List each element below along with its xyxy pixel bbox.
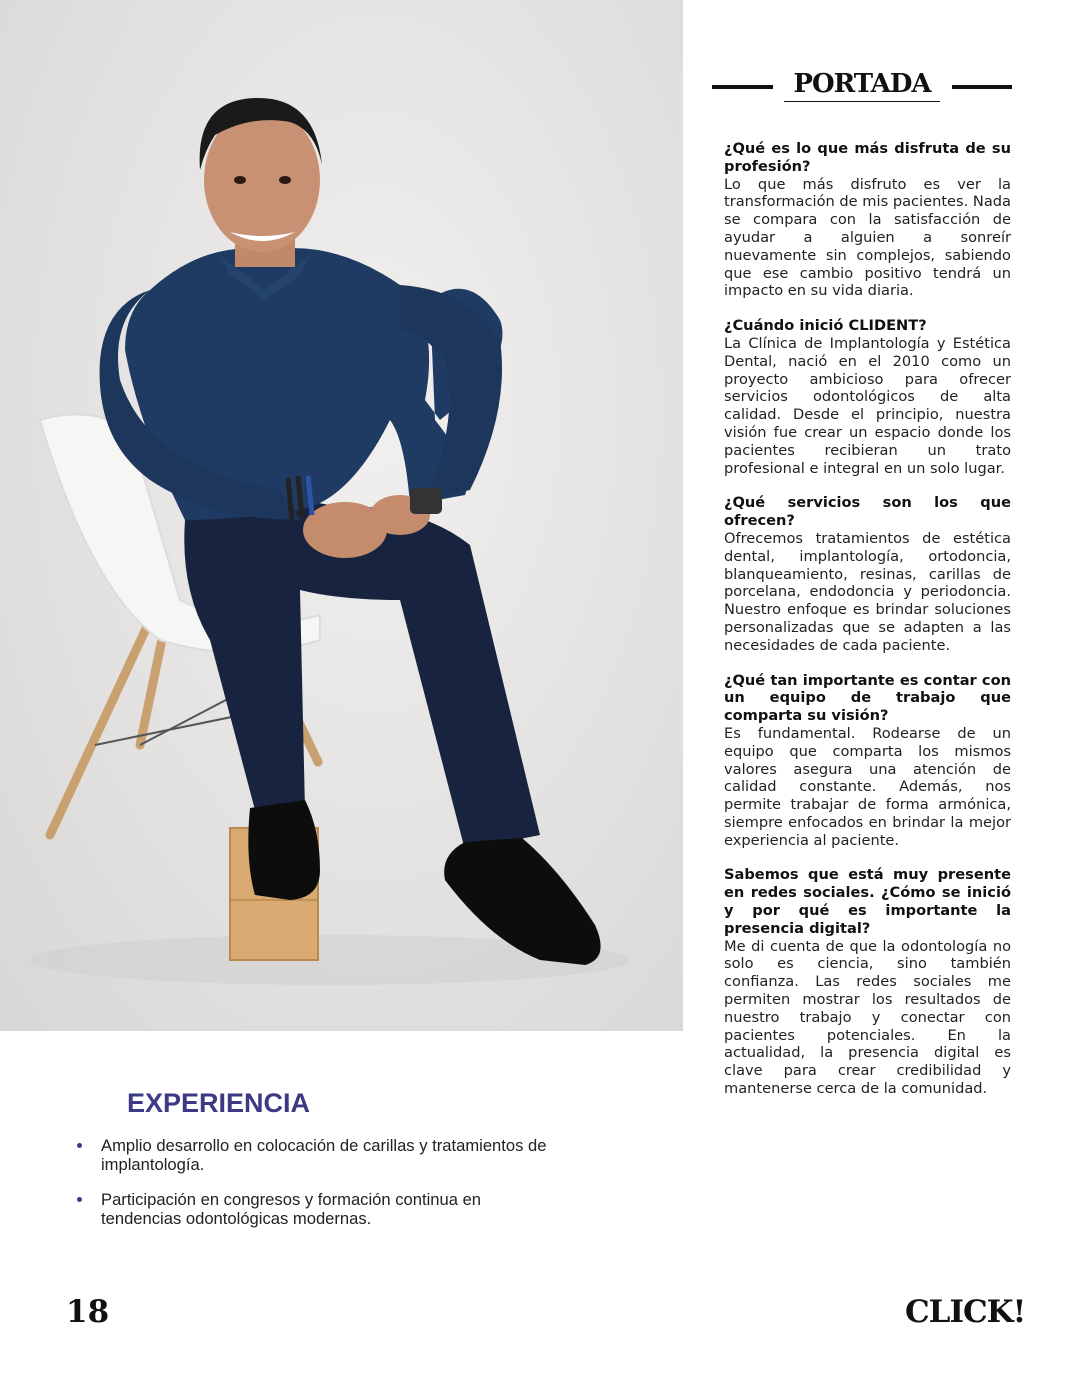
interview-answer: Me di cuenta de que la odontología no solo es ciencia, sino también confianza. Las redes sociales me permiten mostrar los resultados de nuestro trabajo y conectar con pacientes potenciales. En la actualidad, la presencia digital es clave para crear credibilidad y mantenerse cerca de la comunidad. — [724, 937, 1011, 1098]
header-rule-right — [952, 85, 1012, 89]
section-title: PORTADA — [784, 68, 940, 102]
experience-item — [77, 1190, 547, 1228]
interview-question: ¿Qué es lo que más disfruta de su profesión? — [724, 140, 1011, 175]
section-header — [712, 68, 1012, 108]
qa-block — [724, 140, 1011, 300]
experience-item-text: Amplio desarrollo en colocación de carillas y tratamientos de implantología. — [101, 1136, 547, 1174]
interview-answer: Lo que más disfruto es ver la transformación de mis pacientes. Nada se compara con la satisfacción de ayudar a alguien a sonreír nuevamente sin complejos, sabiendo que ese cambio positivo tendrá un impacto en su vida diaria. — [724, 175, 1011, 300]
experience-list — [77, 1136, 547, 1244]
interview-question: ¿Cuándo inició CLIDENT? — [724, 317, 927, 335]
interview-column — [724, 140, 1011, 1115]
interview-answer: Ofrecemos tratamientos de estética dental, implantología, ortodoncia, blanqueamiento, resinas, carillas de porcelana, endodoncia y periodoncia. Nuestro enfoque es brindar soluciones personalizadas que se adapten a las necesidades de cada paciente. — [724, 529, 1011, 654]
interview-question: Sabemos que está muy presente en redes sociales. ¿Cómo se inició y por qué es importante la presencia digital? — [724, 866, 1011, 937]
experience-item-text: Participación en congresos y formación continua en tendencias odontológicas modernas. — [101, 1190, 482, 1228]
experience-heading: EXPERIENCIA — [127, 1088, 311, 1118]
page-number: 18 — [66, 1294, 110, 1330]
interview-question: ¿Qué tan importante es contar con un equipo de trabajo que comparta su visión? — [724, 671, 1011, 725]
left-shoe — [248, 800, 320, 900]
cover-photo — [0, 0, 683, 1031]
interview-answer: Es fundamental. Rodearse de un equipo que comparta los mismos valores asegura una atención de calidad constante. Además, nos permite trabajar de forma armónica, siempre enfocados en brindar la mejor experiencia al paciente. — [724, 724, 1011, 849]
portrait-illustration — [0, 0, 683, 1031]
experience-item — [77, 1136, 547, 1174]
bullet-icon — [77, 1197, 82, 1202]
watch — [410, 488, 442, 514]
interview-question: ¿Qué servicios son los que ofrecen? — [724, 494, 1011, 530]
interview-answer: La Clínica de Implantología y Estética Dental, nació en el 2010 como un proyecto ambicioso para ofrecer servicios odontológicos de alta calidad. Desde el principio, nuestra visión fue crear un espacio donde los pacientes recibieran un trato profesional e integral en un solo lugar. — [724, 334, 1011, 477]
header-rule-left — [712, 85, 773, 89]
magazine-logo: CLICK! — [905, 1294, 1026, 1330]
qa-block — [724, 672, 1011, 850]
bullet-icon — [77, 1143, 82, 1148]
qa-block — [724, 866, 1011, 1097]
qa-block — [724, 494, 1011, 654]
qa-block — [724, 317, 1011, 477]
